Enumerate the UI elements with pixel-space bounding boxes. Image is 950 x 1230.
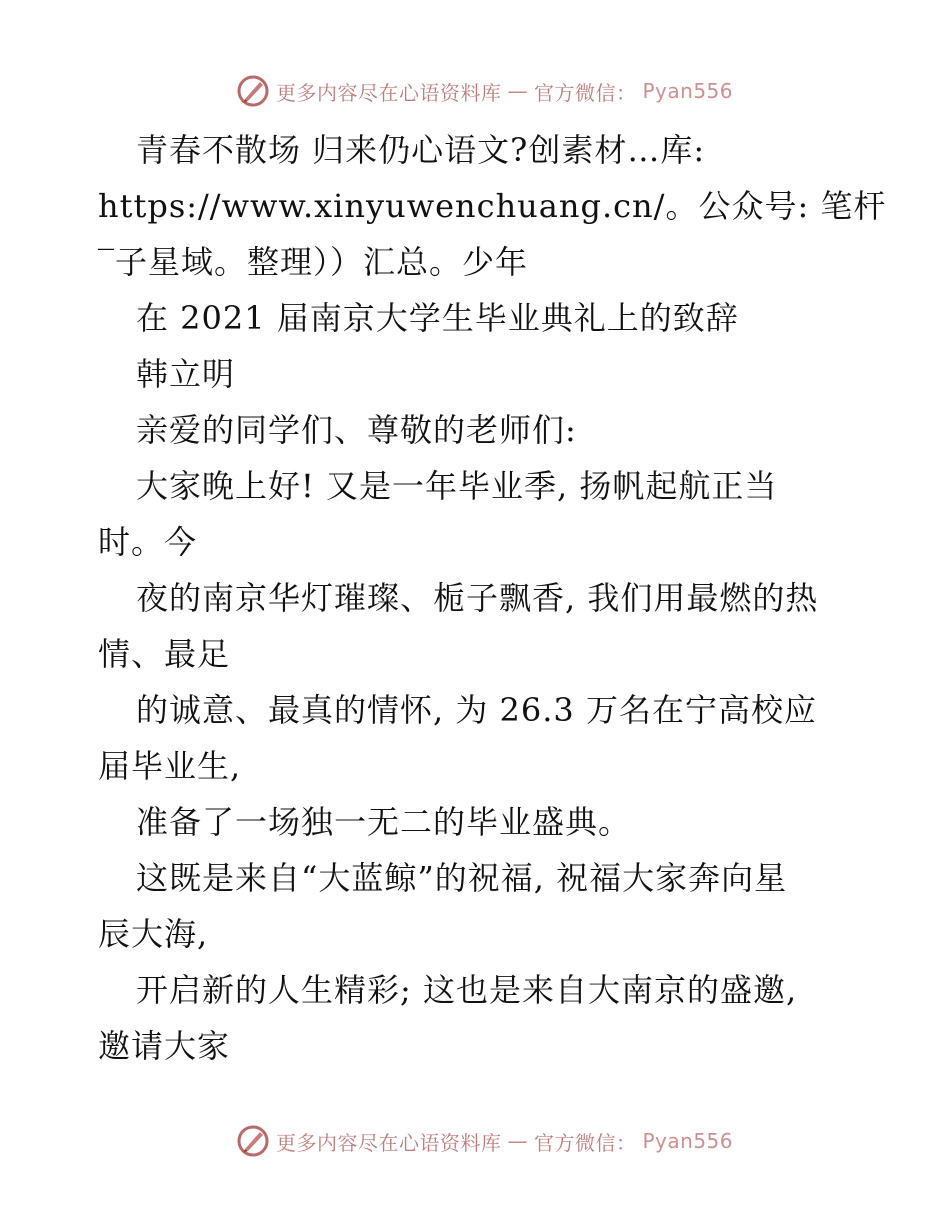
text-line: 青春不散场 归来仍心语文?创素材…库:: [136, 131, 706, 169]
text-line: 亲爱的同学们、尊敬的老师们:: [136, 411, 577, 449]
watermark-wechat-id: Pyan556: [642, 79, 734, 103]
text-line: 这既是来自“大蓝鲸”的祝福, 祝福大家奔向星: [136, 859, 788, 897]
text-line: 时。今: [98, 523, 198, 561]
text-line: ‾子星域。整理））汇总。少年: [98, 243, 529, 281]
text-line: 邀请大家: [98, 1027, 231, 1065]
watermark-wechat-label: 官方微信：: [534, 1130, 637, 1155]
watermark-separator: —: [507, 1129, 528, 1153]
watermark-wechat-label: 官方微信：: [534, 80, 637, 105]
document-body: [98, 122, 887, 1074]
pen-logo-icon: [236, 1124, 270, 1158]
text-line: 辰大海,: [98, 915, 209, 953]
text-line: 韩立明: [136, 355, 236, 393]
text-line: 届毕业生,: [98, 747, 242, 785]
watermark-text: 更多内容尽在心语资料库: [276, 80, 502, 105]
watermark-text: 更多内容尽在心语资料库: [276, 1130, 502, 1155]
text-line: 开启新的人生精彩; 这也是来自大南京的盛邀,: [136, 971, 798, 1009]
text-line: https://www.xinyuwenchuang.cn/。公众号: 笔杆: [98, 187, 887, 225]
text-line: 夜的南京华灯璀璨、栀子飘香, 我们用最燃的热: [136, 579, 819, 617]
header-watermark: [236, 73, 733, 109]
text-line: 情、最足: [98, 635, 231, 673]
text-line: 大家晚上好! 又是一年毕业季, 扬帆起航正当: [136, 467, 778, 505]
footer-watermark: [236, 1123, 733, 1159]
text-line: 的诚意、最真的情怀, 为 26.3 万名在宁高校应: [136, 691, 817, 729]
pen-logo-icon: [236, 74, 270, 108]
watermark-wechat-id: Pyan556: [642, 1129, 734, 1153]
text-line: 在 2021 届南京大学生毕业典礼上的致辞: [136, 299, 739, 337]
text-line: 准备了一场独一无二的毕业盛典。: [136, 803, 632, 841]
watermark-separator: —: [507, 79, 528, 103]
